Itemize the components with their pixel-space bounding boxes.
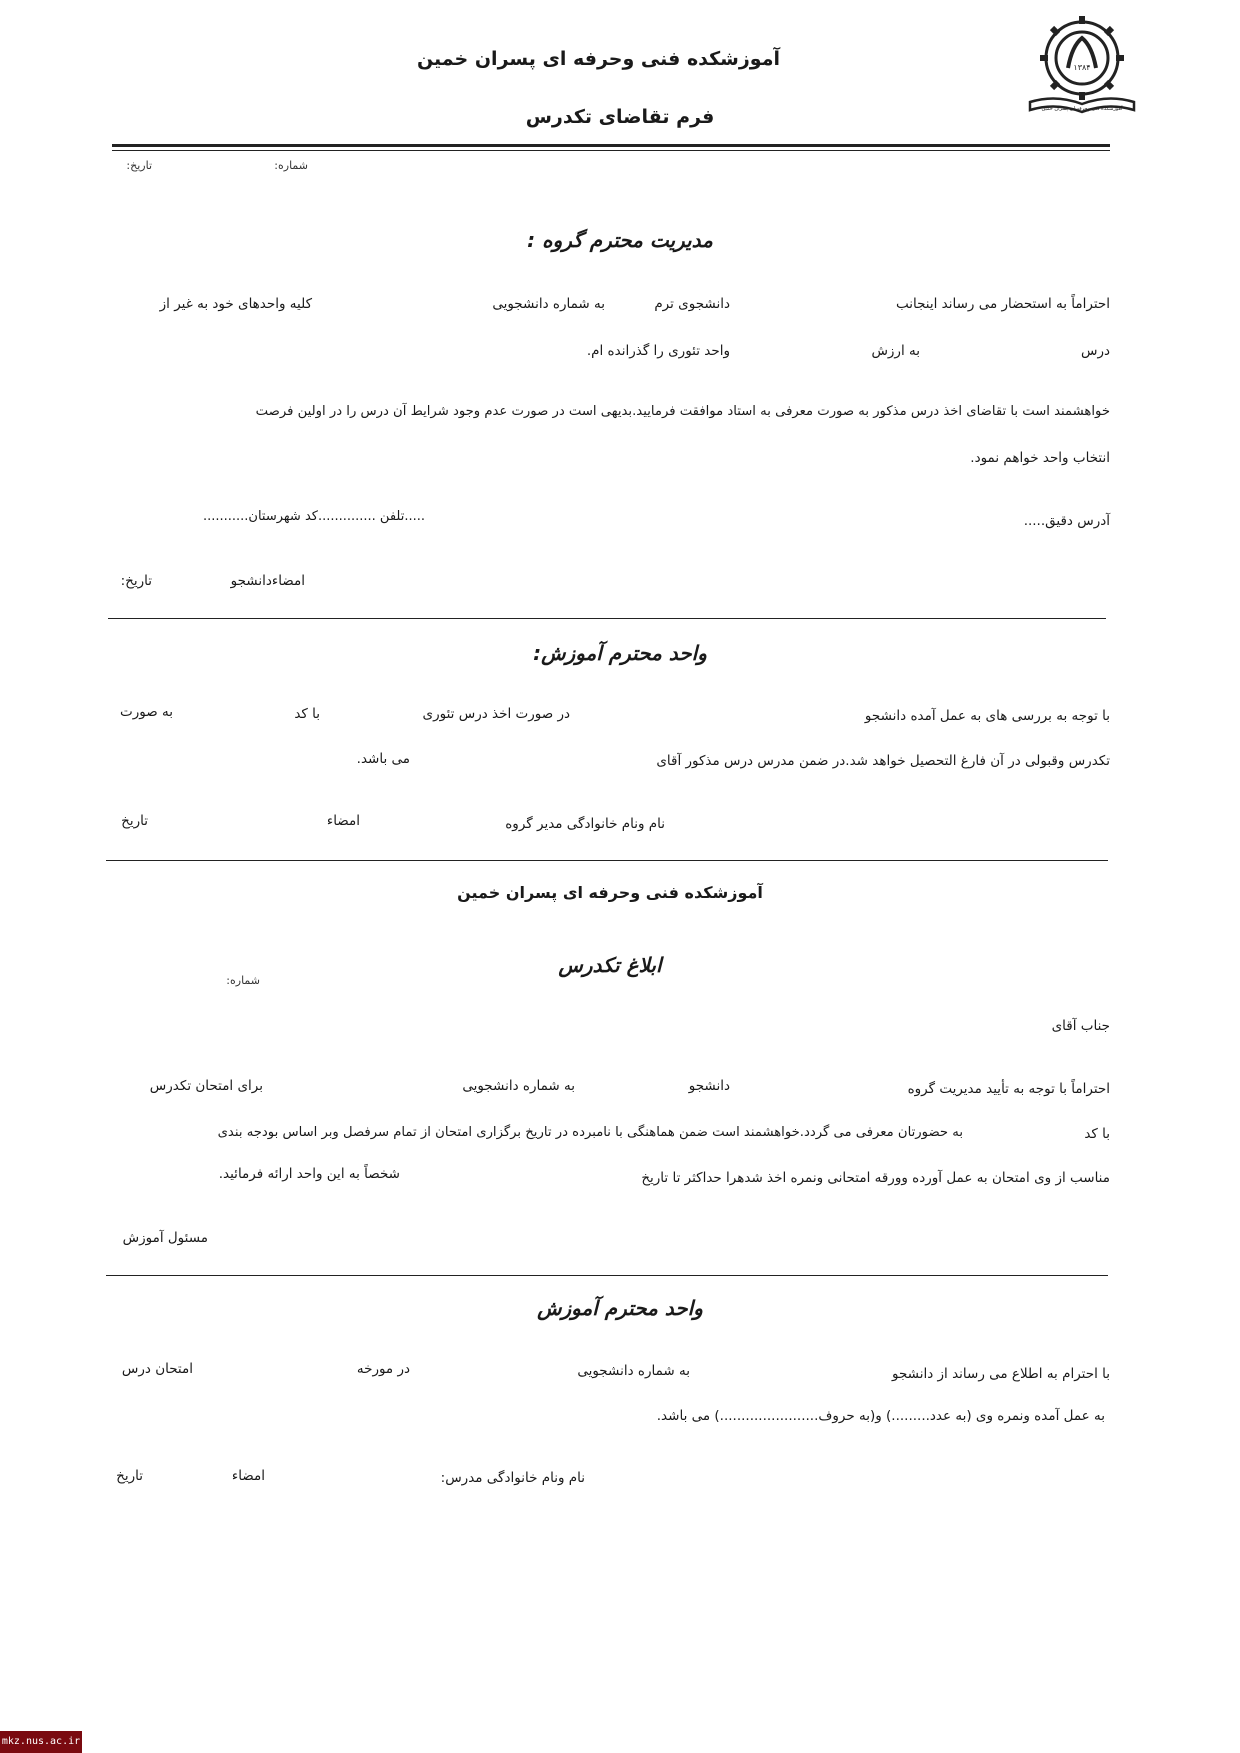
section4-heading: واحد محترم آموزش (537, 1296, 703, 1320)
logo-ring-text: آموزشکده فنی وحرفه ای پسران خمین (1041, 106, 1123, 112)
s4-name-label: نام ونام خانوادگی مدرس: (440, 1470, 585, 1486)
s1-line1-c: به شماره دانشجویی (492, 296, 605, 312)
s1-date-label: تاریخ: (120, 573, 152, 589)
s3-signer: مسئول آموزش (122, 1230, 208, 1246)
s3-line2-a: با کد (1084, 1126, 1110, 1142)
s2-line1-c: با کد (294, 706, 320, 722)
s1-line1-d: کلیه واحدهای خود به غیر از (159, 296, 312, 312)
section3-heading: ابلاغ تکدرس (558, 953, 662, 977)
s2-line1-b: در صورت اخذ درس تئوری (422, 706, 570, 722)
s2-line1-d: به صورت (120, 704, 173, 720)
s4-line1-b: به شماره دانشجویی (577, 1363, 690, 1379)
logo-year: ۱۳۸۴ (1073, 63, 1091, 72)
s1-phone-label: .....تلفن ..............کد شهرستان........... (202, 509, 425, 524)
s3-line2-b: به حضورتان معرفی می گردد.خواهشمند است ضمن هماهنگی با نامبرده در تاریخ برگزاری امتحان از تمام سرفصل وبر اساس بودجه بندی (217, 1125, 963, 1140)
header-double-rule (112, 144, 1110, 147)
s4-line1-c: در مورخه (356, 1361, 410, 1377)
section-divider-1 (108, 618, 1106, 619)
s2-line2-a: تکدرس وقبولی در آن فارغ التحصیل خواهد شد.در ضمن مدرس درس مذکور آقای (656, 753, 1110, 769)
s2-date-label: تاریخ (121, 813, 148, 829)
s2-signature-label: امضاء (326, 813, 360, 829)
s1-paragraph-1: خواهشمند است با تقاضای اخذ درس مذکور به صورت معرفی به استاد موافقت فرمایید.بدیهی است در صورت عدم وجود شرایط آن درس را در اولین فرصت (255, 404, 1110, 419)
header-rule-thin (112, 150, 1110, 151)
s3-line1-c: به شماره دانشجویی (462, 1078, 575, 1094)
s2-line2-b: می باشد. (356, 751, 410, 767)
section-divider-3 (106, 1275, 1108, 1276)
institution-title: آموزشکده فنی وحرفه ای پسران خمین (416, 48, 780, 70)
section3-number-label: شماره: (226, 974, 260, 987)
form-title: فرم تقاضای تکدرس (525, 106, 715, 128)
s3-line1-b: دانشجو (688, 1078, 730, 1094)
s3-line1-a: احتراماً با توجه به تأیید مدیریت گروه (907, 1081, 1110, 1097)
s4-line1-a: با احترام به اطلاع می رساند از دانشجو (891, 1366, 1110, 1382)
s3-line3-a: مناسب از وی امتحان به عمل آورده وورقه امتحانی ونمره اخذ شدهرا حداکثر تا تاریخ (641, 1170, 1110, 1186)
section2-heading: واحد محترم آموزش: (533, 641, 707, 665)
footer-watermark: mkz.nus.ac.ir (0, 1731, 82, 1753)
header-date-label: تاریخ: (126, 159, 152, 172)
header-number-label: شماره: (274, 159, 308, 172)
s1-signature-label: امضاءدانشجو (230, 573, 305, 589)
s1-line1-b: دانشجوی ترم (654, 296, 730, 312)
s1-paragraph-2: انتخاب واحد خواهم نمود. (970, 450, 1110, 466)
s4-line1-d: امتحان درس (121, 1361, 193, 1377)
s1-line2-b: به ارزش (871, 343, 920, 359)
section1-heading: مدیریت محترم گروه : (527, 228, 713, 252)
s1-line2-c: واحد تئوری را گذرانده ام. (586, 343, 730, 359)
s3-line3-b: شخصاً به این واحد ارائه فرمائید. (218, 1166, 400, 1182)
s2-line1-a: با توجه به بررسی های به عمل آمده دانشجو (864, 708, 1110, 724)
s4-line2: به عمل آمده ونمره وی (به عدد.........) و(به حروف.......................) می باشد. (656, 1408, 1105, 1424)
s1-address-label: آدرس دقیق..... (1023, 513, 1110, 529)
s3-line1-d: برای امتحان تکدرس (149, 1078, 263, 1094)
s1-line2-a: درس (1080, 343, 1110, 359)
s4-date-label: تاریخ (116, 1468, 143, 1484)
section-divider-2 (106, 860, 1108, 861)
s3-addressee: جناب آقای (1051, 1018, 1110, 1034)
institution-logo (1022, 10, 1142, 120)
section3-institution: آموزشکده فنی وحرفه ای پسران خمین (457, 883, 763, 902)
s4-signature-label: امضاء (231, 1468, 265, 1484)
s2-name-label: نام ونام خانوادگی مدیر گروه (505, 816, 665, 832)
s1-line1-a: احتراماً به استحضار می رساند اینجانب (895, 296, 1110, 312)
